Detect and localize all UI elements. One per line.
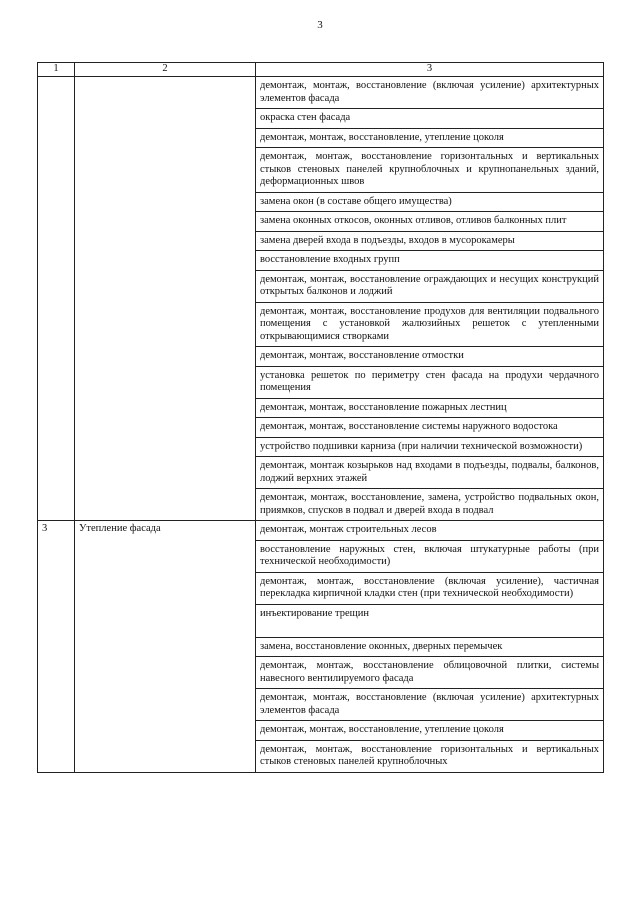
works-table bbox=[37, 62, 604, 773]
work-item: демонтаж, монтаж, восстановление ограждающих и несущих конструкций открытых балконов и лоджий bbox=[256, 270, 603, 302]
work-item: демонтаж, монтаж, восстановление горизонтальных и вертикальных стыков стеновых панелей крупноблочных bbox=[256, 740, 603, 772]
work-item: замена оконных откосов, оконных отливов, отливов балконных плит bbox=[256, 211, 603, 231]
work-item: устройство подшивки карниза (при наличии технической возможности) bbox=[256, 437, 603, 457]
work-item: замена окон (в составе общего имущества) bbox=[256, 192, 603, 212]
work-item: демонтаж, монтаж, восстановление пожарных лестниц bbox=[256, 398, 603, 418]
works-list-cell bbox=[256, 77, 604, 521]
work-item: демонтаж, монтаж, восстановление (включая усиление), частичная перекладка кирпичной кладки стен (при технической необходимости) bbox=[256, 572, 603, 604]
work-item: демонтаж, монтаж, восстановление, замена, устройство подвальных окон, приямков, спусков в подвал и дверей входа в подвал bbox=[256, 488, 603, 520]
work-item: демонтаж, монтаж строительных лесов bbox=[260, 524, 437, 535]
row-name-cell bbox=[75, 77, 256, 521]
work-item: замена, восстановление оконных, дверных перемычек bbox=[256, 637, 603, 657]
work-item: замена дверей входа в подъезды, входов в мусорокамеры bbox=[256, 231, 603, 251]
table-row bbox=[38, 521, 604, 773]
work-item: демонтаж, монтаж, восстановление горизонтальных и вертикальных стыков стеновых панелей крупноблочных и крупнопанельных зданий, деформационных швов bbox=[256, 147, 603, 192]
work-item: установка решеток по периметру стен фасада на продухи чердачного помещения bbox=[256, 366, 603, 398]
table-header-row bbox=[38, 63, 604, 77]
page-number: 3 bbox=[317, 19, 323, 31]
work-item: восстановление наружных стен, включая штукатурные работы (при технической необходимости) bbox=[256, 540, 603, 572]
row-number-cell: 3 bbox=[38, 521, 75, 773]
column-header-1: 1 bbox=[38, 63, 75, 77]
work-item: демонтаж, монтаж, восстановление, утепление цоколя bbox=[256, 720, 603, 740]
row-name-cell: Утепление фасада bbox=[75, 521, 256, 773]
row-number-cell bbox=[38, 77, 75, 521]
column-header-2: 2 bbox=[75, 63, 256, 77]
work-item: демонтаж, монтаж козырьков над входами в подъезды, подвалы, балконов, лоджий верхних этажей bbox=[256, 456, 603, 488]
work-item: демонтаж, монтаж, восстановление (включая усиление) архитектурных элементов фасада bbox=[256, 688, 603, 720]
work-item: восстановление входных групп bbox=[256, 250, 603, 270]
work-item: демонтаж, монтаж, восстановление отмостки bbox=[256, 346, 603, 366]
work-item: демонтаж, монтаж, восстановление продухов для вентиляции подвального помещения с установкой жалюзийных решеток с утепленными открывающимися створками bbox=[256, 302, 603, 347]
works-list-cell bbox=[256, 521, 604, 773]
work-item: демонтаж, монтаж, восстановление (включая усиление) архитектурных элементов фасада bbox=[260, 80, 599, 104]
work-item: окраска стен фасада bbox=[256, 108, 603, 128]
column-header-3: 3 bbox=[256, 63, 604, 77]
work-item: демонтаж, монтаж, восстановление, утепление цоколя bbox=[256, 128, 603, 148]
work-item: демонтаж, монтаж, восстановление системы наружного водостока bbox=[256, 417, 603, 437]
table-row bbox=[38, 77, 604, 521]
work-item: инъектирование трещин bbox=[256, 604, 603, 637]
work-item: демонтаж, монтаж, восстановление облицовочной плитки, системы навесного вентилируемого фасада bbox=[256, 656, 603, 688]
